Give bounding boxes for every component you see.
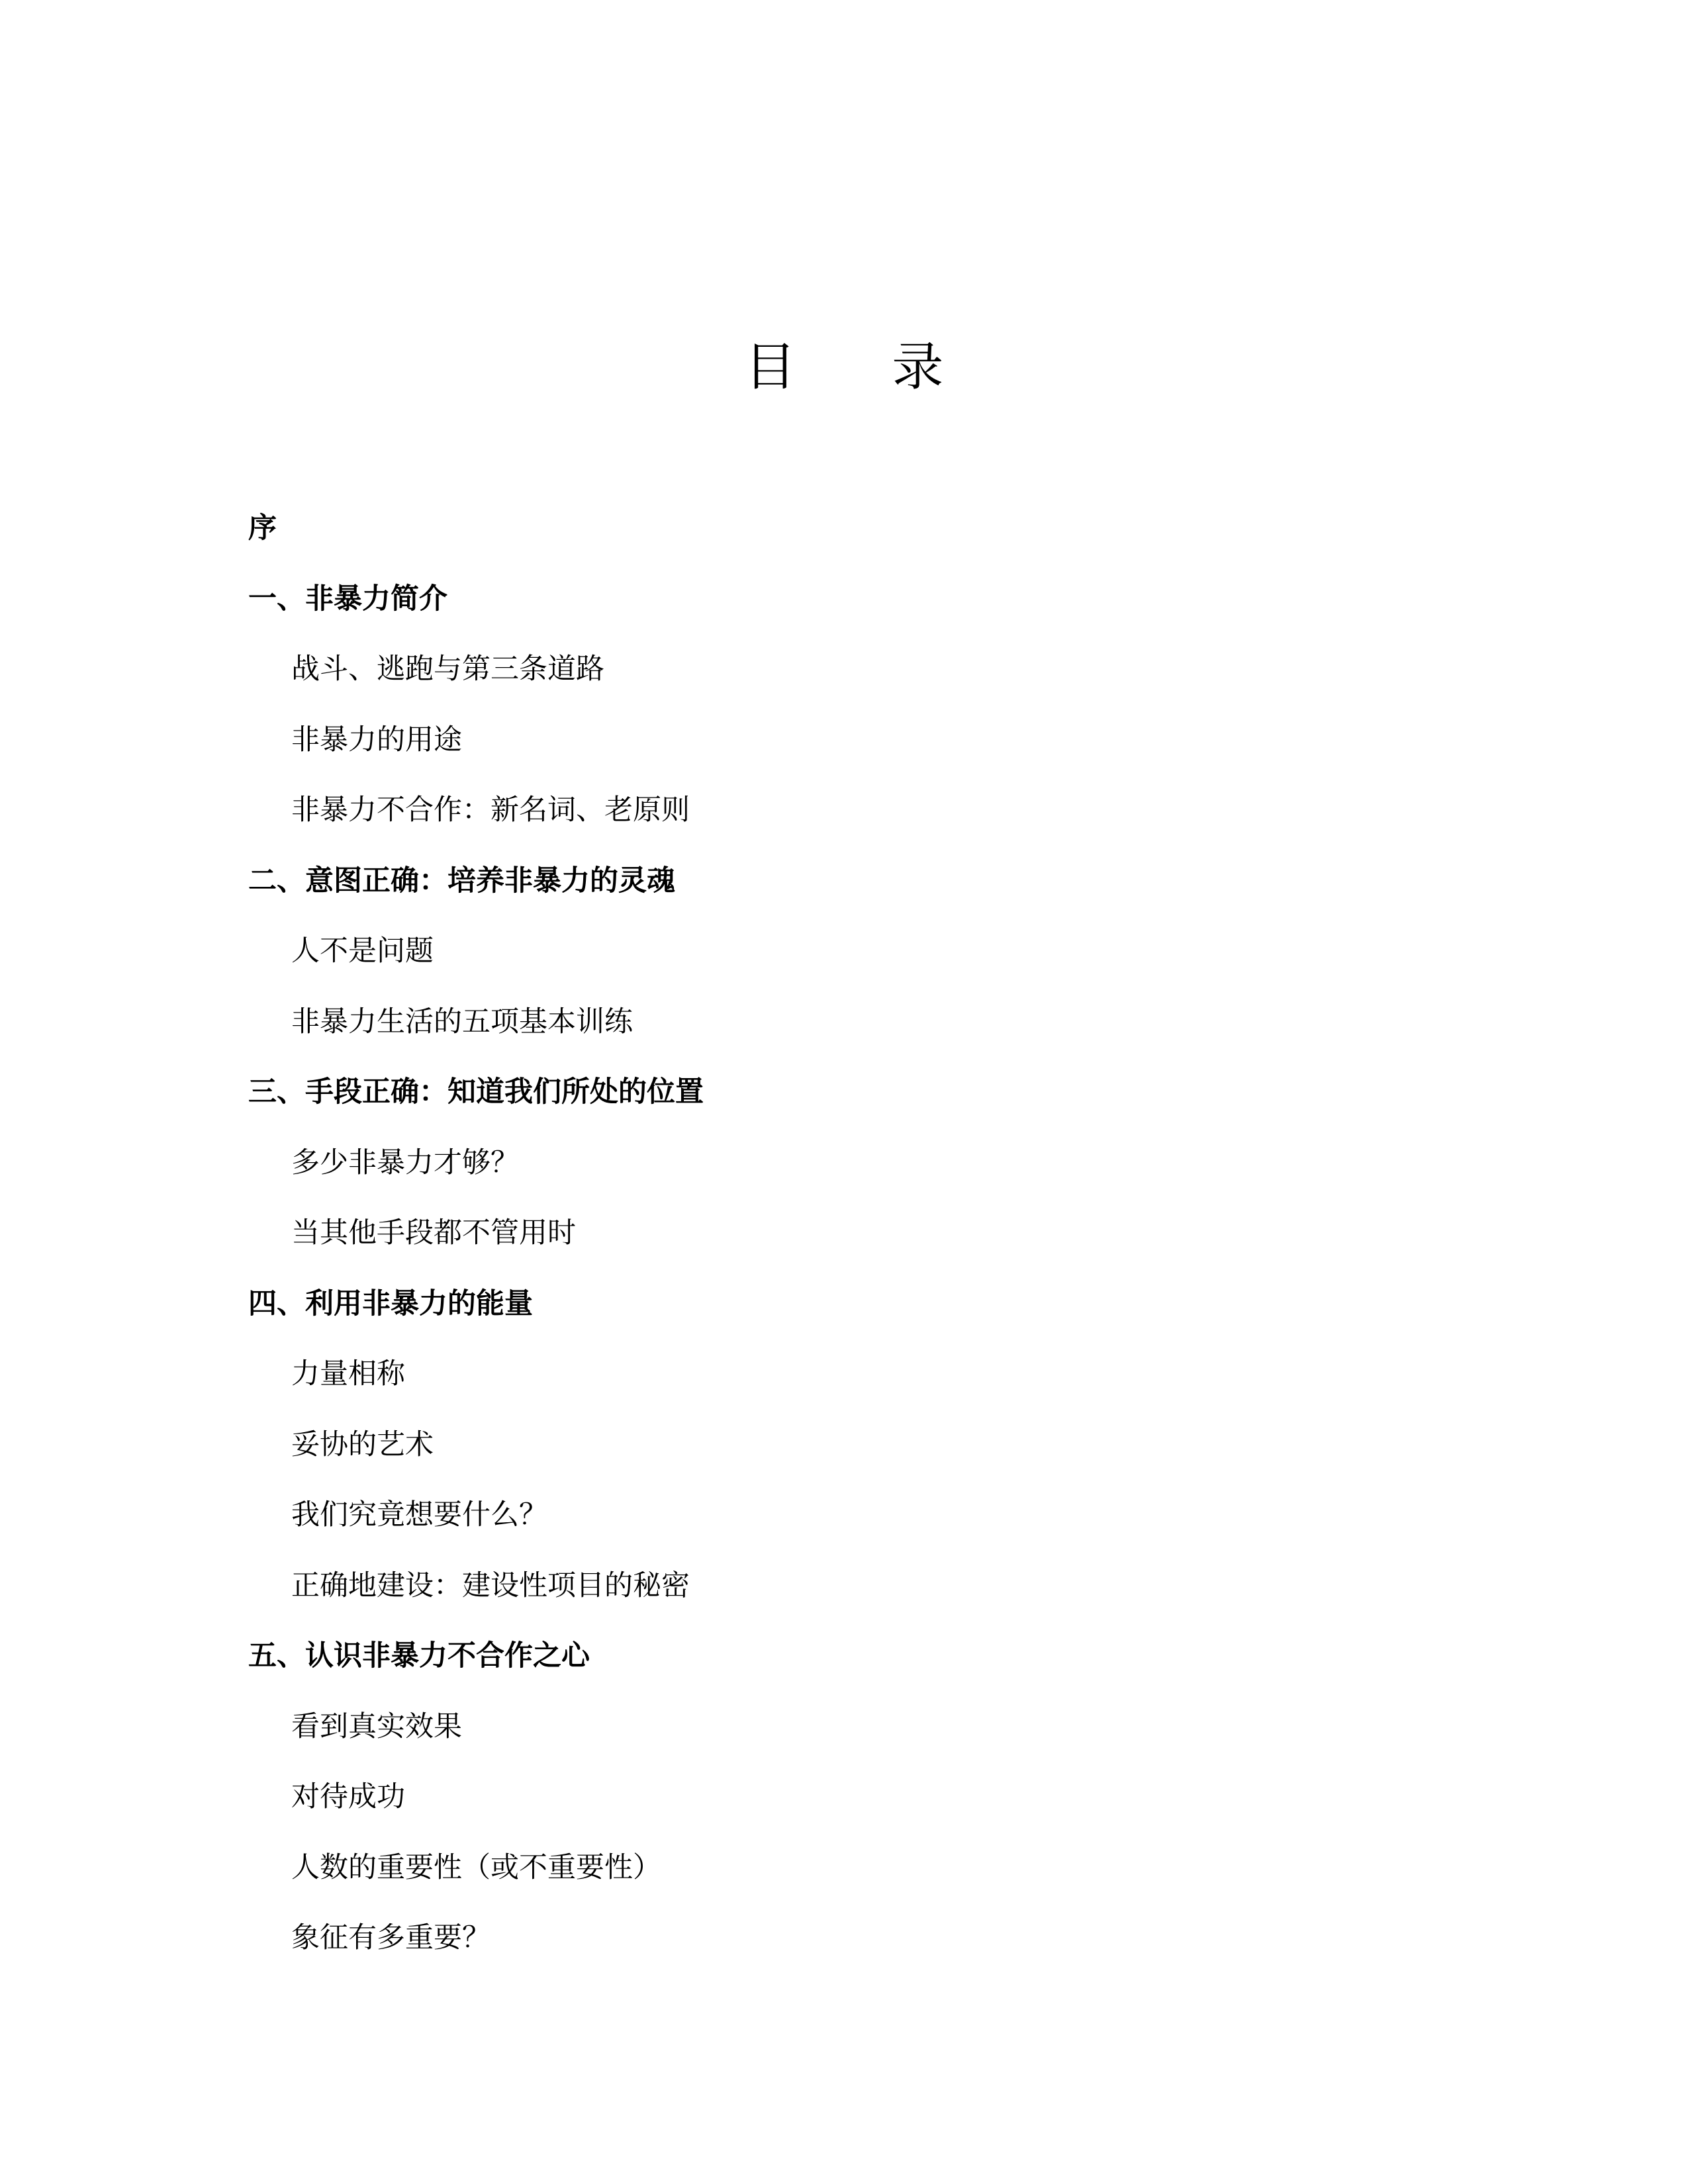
toc-chapter-entry: 三、手段正确：知道我们所处的位置 (248, 1075, 704, 1109)
toc-subsection-entry: 象征有多重要？ (291, 1921, 491, 1954)
toc-subsection-entry: 当其他手段都不管用时 (291, 1216, 576, 1250)
toc-subsection-entry: 对待成功 (291, 1780, 405, 1813)
toc-subsection-entry: 正确地建设：建设性项目的秘密 (291, 1569, 690, 1602)
toc-subsection-entry: 人不是问题 (291, 934, 434, 968)
toc-subsection-entry: 人数的重要性（或不重要性） (291, 1851, 661, 1884)
toc-chapter-entry: 二、意图正确：培养非暴力的灵魂 (248, 864, 675, 897)
toc-subsection-entry: 非暴力生活的五项基本训练 (291, 1005, 633, 1038)
toc-subsection-entry: 多少非暴力才够？ (291, 1146, 519, 1179)
toc-chapter-entry: 四、利用非暴力的能量 (248, 1287, 533, 1320)
toc-subsection-entry: 非暴力不合作：新名词、老原则 (291, 794, 690, 827)
page-title: 目 录 (744, 338, 984, 397)
toc-subsection-entry: 战斗、逃跑与第三条道路 (291, 653, 604, 686)
toc-subsection-entry: 看到真实效果 (291, 1710, 462, 1743)
toc-chapter-entry: 五、认识非暴力不合作之心 (248, 1639, 590, 1672)
toc-subsection-entry: 我们究竟想要什么？ (291, 1498, 547, 1531)
toc-subsection-entry: 妥协的艺术 (291, 1428, 434, 1461)
toc-subsection-entry: 非暴力的用途 (291, 723, 462, 756)
toc-chapter-entry: 一、非暴力简介 (248, 582, 447, 615)
toc-chapter-entry: 序 (248, 512, 277, 545)
toc-subsection-entry: 力量相称 (291, 1357, 405, 1390)
